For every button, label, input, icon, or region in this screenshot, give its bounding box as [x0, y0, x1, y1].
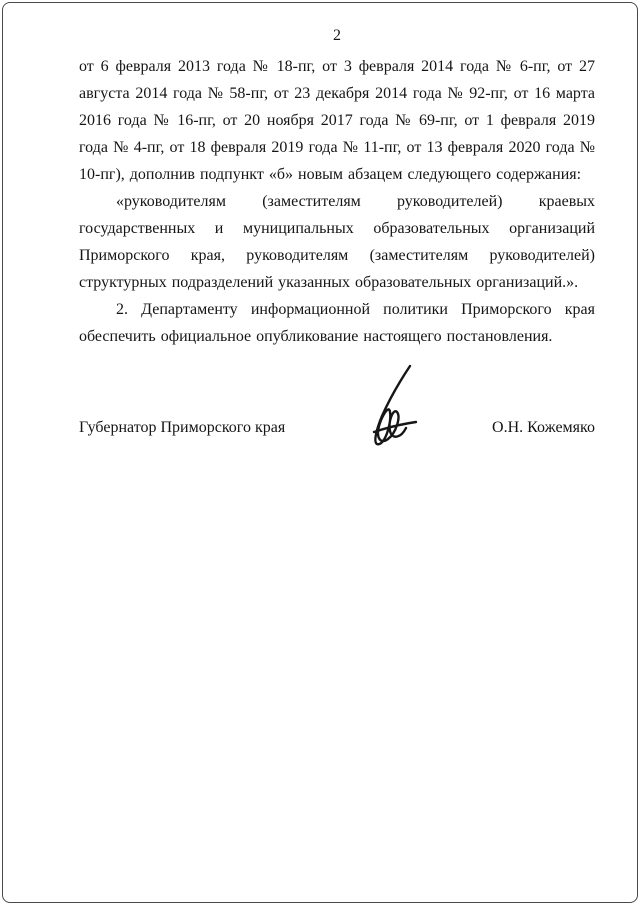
signatory-title: Губернатор Приморского края [79, 419, 286, 436]
signature-block [79, 414, 595, 441]
document-body [79, 53, 595, 350]
paragraph-quoted-text: «руководителям (заместителям руководителей) краевых государственных и муниципальных образовательных организаций Приморского края, руководителям (заместителям руководителей) структурных подразделений указанных образовательных организаций.». [79, 193, 595, 291]
signatory-name: О.Н. Кожемяко [492, 419, 595, 436]
document-page [2, 2, 638, 903]
page-number: 2 [333, 27, 341, 44]
paragraph-publication-directive: 2. Департаменту информационной политики Приморского края обеспечить официальное опубликование настоящего постановления. [79, 301, 595, 345]
paragraph-amendments-list: от 6 февраля 2013 года № 18-пг, от 3 февраля 2014 года № 6-пг, от 27 августа 2014 года № 58-пг, от 23 декабря 2014 года № 92-пг, от 16 марта 2016 года № 16-пг, от 20 ноября 2017 года № 69-пг, от 1 февраля 2019 года № 4-пг, от 18 февраля 2019 года № 11-пг, от 13 февраля 2020 года № 10-пг), дополнив подпункт «б» новым абзацем следующего содержания: [79, 58, 595, 183]
handwritten-signature-icon [344, 362, 439, 457]
